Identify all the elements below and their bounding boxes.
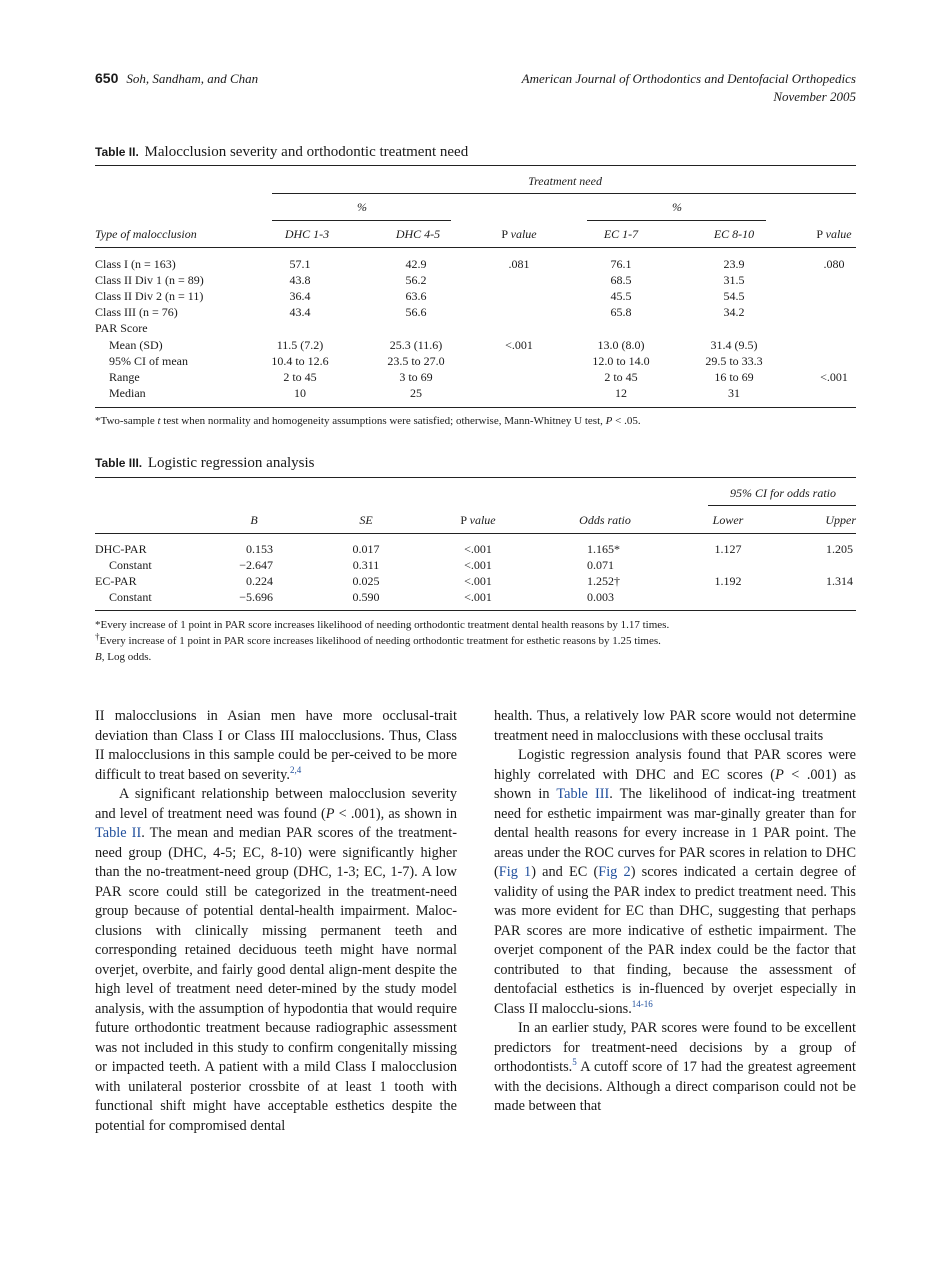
table-cell: .081 xyxy=(508,257,530,271)
table2-span-header: Treatment need xyxy=(528,174,602,188)
figure-link[interactable]: Fig 1 xyxy=(498,864,532,880)
table-cell: −2.647 xyxy=(239,558,273,572)
table2-col-dhc45: DHC 4-5 xyxy=(395,227,441,241)
table3-footnote-3: B, Log odds. xyxy=(95,651,152,663)
table-cell: 56.6 xyxy=(405,305,427,319)
table2-pct-ec: % xyxy=(672,200,682,214)
table2-title: Malocclusion severity and orthodontic treatment need xyxy=(144,144,469,160)
table-cell: 13.0 (8.0) xyxy=(597,338,645,352)
table-cell: 0.003 xyxy=(587,590,614,604)
citation-link[interactable]: 5 xyxy=(572,1057,577,1068)
table-cell: 56.2 xyxy=(405,273,427,287)
table-cell: 12.0 to 14.0 xyxy=(592,354,650,368)
table3-col-upper: Upper xyxy=(825,513,856,527)
table-cell: 68.5 xyxy=(610,273,632,287)
table-row-label: EC-PAR xyxy=(95,574,137,588)
table2-col-pvalue-2: P value xyxy=(816,227,852,241)
table-cell: 0.590 xyxy=(352,590,380,604)
table2-dhc-rule xyxy=(272,220,451,221)
table3-header-rule xyxy=(95,533,856,534)
table-cell: 0.025 xyxy=(352,574,380,588)
table-cell: 1.127 xyxy=(714,542,742,556)
citation-link[interactable]: 2,4 xyxy=(289,764,302,775)
table-cell: 43.4 xyxy=(289,305,311,319)
paragraph: In an earlier study, PAR scores were found to be excellent predictors for treatment-need decisions by a group of orthodontists.$^5$ A cutoff score of 17 had the greatest agreement with the decisions. Although a direct comparison could not be made between that xyxy=(494,1020,856,1114)
table-cell: 11.5 (7.2) xyxy=(276,338,324,352)
header-authors: Soh, Sandham, and Chan xyxy=(126,71,259,86)
table3-footnote-1: *Every increase of 1 point in PAR score increases likelihood of needing orthodontic treatment dental health reasons by 1.17 times. xyxy=(95,619,670,631)
table-cell: .080 xyxy=(823,257,845,271)
table-link[interactable]: Table II xyxy=(95,825,142,841)
table-row-label: Mean (SD) xyxy=(109,338,163,352)
table-cell: 31.4 (9.5) xyxy=(710,338,758,352)
table2-col-type: Type of malocclusion xyxy=(95,227,197,241)
table-row-label: Class II Div 1 (n = 89) xyxy=(95,273,204,287)
table-row-label: Median xyxy=(109,386,146,400)
table-row-label: PAR Score xyxy=(95,321,148,335)
figure-link[interactable]: Fig 2 xyxy=(598,864,631,880)
table3-caption xyxy=(95,455,315,472)
table-cell: 10.4 to 12.6 xyxy=(271,354,329,368)
table2-footnote: *Two-sample t test when normality and homogeneity assumptions were satisfied; otherwise, Mann-Whitney U test, P < .05. xyxy=(95,415,641,427)
table3-col-odds: Odds ratio xyxy=(579,513,631,527)
table-cell: 1.252† xyxy=(587,574,620,588)
table2-col-ec17: EC 1-7 xyxy=(603,227,639,241)
table2-span-rule xyxy=(272,193,856,194)
paragraph: Logistic regression analysis found that PAR scores were highly correlated with DHC and EC scores (P < .001) as shown in Table III. The likelihood of indicat-ing treatment need for esthetic impairment was mar-ginally greater than for dental health reasons for every increase in 1 PAR point. The areas under the ROC curves for PAR scores in relation to DHC (Fig 1) and EC (Fig 2) scores indicated a certain degree of validity of using the PAR index to predict treatment need. This was more evident for EC than DHC, suggesting that perhaps PAR scores are more indicative of esthetic impairment. The overjet component of the PAR index could be the factor that contributed to that finding, because the assessment of dentofacial esthetics is in-fluenced by overjet especially in Class II malocclu-sions.$^{14-16}$ xyxy=(494,747,857,1017)
table-cell: 36.4 xyxy=(289,289,311,303)
table-cell: 65.8 xyxy=(610,305,632,319)
table-row-label: Constant xyxy=(109,558,152,572)
table-cell: 23.9 xyxy=(723,257,745,271)
table-cell: 0.153 xyxy=(246,542,273,556)
table-cell: 25 xyxy=(410,386,422,400)
table3-footnote-2: †Every increase of 1 point in PAR score increases likelihood of needing orthodontic treatment for esthetic reasons by 1.25 times. xyxy=(95,631,661,647)
table2-top-rule xyxy=(95,165,856,166)
running-header xyxy=(95,70,856,104)
paragraph: A significant relationship between malocclusion severity and level of treatment need was found (P < .001), as shown in Table II. The mean and median PAR scores of the treatment-need group (DHC, 4-5; EC, 8-10) were significantly higher than the no-treatment-need group (DHC, 1-3; EC, 1-7). A low PAR score could still be categorized in the treatment-need group because of potential dental-health impairment. Maloc-clusions with clinically missing permanent teeth and corresponding retained deciduous teeth might have normal overjet, overbite, and fairly good dental align-ment despite the high level of treatment need deter-mined by the study model analysis, with the assumption of hypodontia that would require future orthodontic treatment because radiographic assessment was not included in this study to confirm congenitally missing or impacted teeth. A patient with a mild Class I malocclusion with unilateral posterior crossbite of at least 1 tooth with functional shift might have acceptable esthetics despite the potential for compromised dental xyxy=(95,786,457,1134)
table-row-label: Class II Div 2 (n = 11) xyxy=(95,289,204,303)
table-cell: −5.696 xyxy=(239,590,273,604)
table-row-label: Class III (n = 76) xyxy=(95,305,178,319)
table3-bottom-rule xyxy=(95,610,856,611)
table2-col-pvalue-1: P value xyxy=(501,227,537,241)
table-cell: 0.224 xyxy=(246,574,273,588)
table-row-label: Range xyxy=(109,370,140,384)
table-cell: 1.205 xyxy=(826,542,853,556)
table-cell: 54.5 xyxy=(723,289,745,303)
table2-pct-dhc: % xyxy=(357,200,367,214)
citation-link[interactable]: 14-16 xyxy=(631,998,653,1009)
table2-col-dhc13: DHC 1-3 xyxy=(284,227,330,241)
table-cell: 2 to 45 xyxy=(283,370,317,384)
table3-col-b: B xyxy=(250,513,258,527)
table-cell: 23.5 to 27.0 xyxy=(387,354,445,368)
table-cell: 43.8 xyxy=(289,273,311,287)
table-cell: <.001 xyxy=(505,338,533,352)
table-row-label: Class I (n = 163) xyxy=(95,257,176,271)
table2-caption xyxy=(95,144,468,161)
table-cell: 31 xyxy=(728,386,740,400)
table-row-label: Constant xyxy=(109,590,152,604)
table-cell: 31.5 xyxy=(723,273,745,287)
table-cell: 16 to 69 xyxy=(714,370,754,384)
table3-top-rule xyxy=(95,477,856,478)
paragraph: health. Thus, a relatively low PAR score would not determine treatment need in malocclusions with these occlusal traits xyxy=(494,708,856,744)
table-cell: 0.311 xyxy=(352,558,380,572)
table-cell: 76.1 xyxy=(610,257,632,271)
table2-col-ec810: EC 8-10 xyxy=(713,227,755,241)
table-cell: 10 xyxy=(294,386,306,400)
journal-issue-date: November 2005 xyxy=(773,89,856,104)
table-link[interactable]: Table III xyxy=(556,786,610,802)
paragraph: II malocclusions in Asian men have more occlusal-trait deviation than Class I or Class III malocclusions. Thus, Class II malocclusions in this sample could be per-ceived to be more difficult to treat based on severity.$^{2,4}$ xyxy=(95,708,457,783)
journal-title: American Journal of Orthodontics and Dentofacial Orthopedics xyxy=(521,71,856,86)
table-cell: 1.192 xyxy=(714,574,742,588)
table3-label: Table III. xyxy=(95,456,143,470)
table-cell: 42.9 xyxy=(405,257,427,271)
table-cell: 29.5 to 33.3 xyxy=(705,354,763,368)
table-cell: 45.5 xyxy=(610,289,632,303)
table3-col-lower: Lower xyxy=(712,513,744,527)
table3-span-header: 95% CI for odds ratio xyxy=(729,486,837,500)
table-cell: <.001 xyxy=(464,574,492,588)
table-cell: 2 to 45 xyxy=(604,370,638,384)
table2-header-rule xyxy=(95,247,856,248)
table-cell: 1.314 xyxy=(826,574,853,588)
table-cell: <.001 xyxy=(464,590,492,604)
table-row-label: DHC-PAR xyxy=(95,542,147,556)
table2-ec-rule xyxy=(587,220,766,221)
table-cell: 0.071 xyxy=(587,558,614,572)
header-journal xyxy=(522,70,856,106)
table3-col-se: SE xyxy=(359,513,373,527)
table-cell: 57.1 xyxy=(289,257,311,271)
table-cell: 12 xyxy=(615,386,627,400)
table-row-label: 95% CI of mean xyxy=(109,354,188,368)
table3-col-pvalue: P value xyxy=(460,513,496,527)
table-cell: <.001 xyxy=(464,542,492,556)
table-cell: 63.6 xyxy=(405,289,427,303)
table2-label: Table II. xyxy=(95,145,139,159)
table-cell: 3 to 69 xyxy=(399,370,433,384)
table-cell: <.001 xyxy=(820,370,848,384)
table-cell: 34.2 xyxy=(723,305,745,319)
body-column-left xyxy=(95,707,457,1136)
table-cell: 1.165* xyxy=(587,542,620,556)
page-number: 650 xyxy=(95,70,119,86)
table-cell: 25.3 (11.6) xyxy=(389,338,443,352)
body-column-right xyxy=(494,707,856,1117)
table-cell: 0.017 xyxy=(352,542,380,556)
table3-span-rule xyxy=(708,505,856,506)
table3-title: Logistic regression analysis xyxy=(147,455,315,471)
table-cell: <.001 xyxy=(464,558,492,572)
table2-bottom-rule xyxy=(95,407,856,408)
